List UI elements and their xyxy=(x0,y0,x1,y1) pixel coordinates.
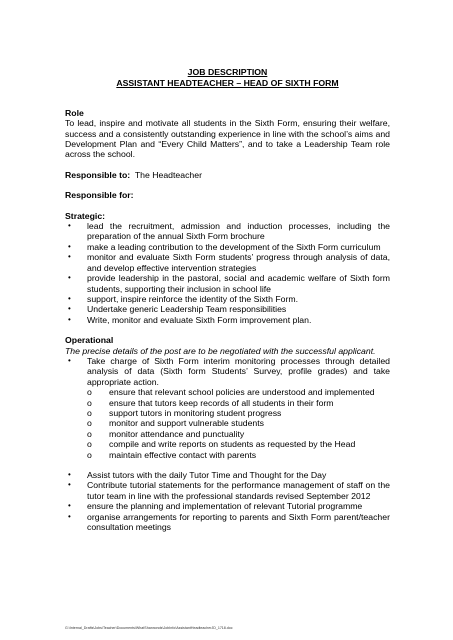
list-item: • Take charge of Sixth Form interim monitoring processes through detailed analysis of data (Sixth form Students’ Survey, profile grades) and take appropriate action. o ensure that relevant school policies are understood and implemented o ensure that tutors keep records of all students in their form o support tutors in monitoring student progress o monitor and support vulnerable students o monitor attendance and punctuality o compile and write reports on students as requested by the Head o maintain effective contact with parents xyxy=(65,356,390,460)
list-item: • make a leading contribution to the development of the Sixth Form curriculum xyxy=(68,241,381,252)
strategic-heading: Strategic: xyxy=(65,210,106,221)
sub-list-item: o support tutors in monitoring student progress xyxy=(87,407,282,418)
list-item: • organise arrangements for reporting to parents and Sixth Form parent/teacher consultation meetings xyxy=(68,511,390,533)
role-text: To lead, inspire and motivate all students in the Sixth Form, ensuring their welfare, success and a consistently outstanding experience in line with the school’s aims and Development Plan and “Every Child Matters”, and to take a Leadership Team role across the school. xyxy=(65,118,390,160)
list-item: • ensure the planning and implementation of relevant Tutorial programme xyxy=(68,501,363,512)
list-item: • monitor and evaluate Sixth Form students’ progress through analysis of data, and develop effective intervention strategies xyxy=(68,252,390,273)
bullet-icon: • xyxy=(68,293,71,303)
bullet-icon: • xyxy=(68,470,71,479)
sub-list-item: o monitor attendance and punctuality xyxy=(87,428,245,439)
circle-bullet-icon: o xyxy=(87,397,92,408)
bullet-icon: • xyxy=(68,501,71,511)
bullet-icon: • xyxy=(68,221,71,231)
sub-list-item: o compile and write reports on students as requested by the Head xyxy=(87,439,356,450)
circle-bullet-icon: o xyxy=(87,428,92,439)
operational-note: The precise details of the post are to be negotiated with the successful applicant. xyxy=(65,345,376,356)
bullet-icon: • xyxy=(68,314,71,324)
list-item: • lead the recruitment, admission and induction processes, including the preparation of the annual Sixth Form brochure xyxy=(68,221,390,242)
bullet-icon: • xyxy=(68,241,71,251)
file-path-footer: G:\Internal_Drafts\Jobs\Teacher\Documents\WhatShannonds\JobInfo\AssistantHeadteacherJD_1718.doc xyxy=(65,626,233,630)
bullet-icon: • xyxy=(68,273,71,283)
responsible-to-label: Responsible to: xyxy=(65,169,131,180)
spacer xyxy=(65,460,390,470)
operational-heading: Operational xyxy=(65,335,114,346)
operational-list xyxy=(65,356,390,460)
responsible-to xyxy=(65,170,390,180)
list-item: • Contribute tutorial statements for the performance management of staff on the tutor team in line with the professional standards revised September 2012 xyxy=(68,480,390,501)
role-heading: Role xyxy=(65,107,84,118)
list-item: • Assist tutors with the daily Tutor Time and Thought for the Day xyxy=(68,470,327,480)
bullet-icon: • xyxy=(68,355,71,365)
circle-bullet-icon: o xyxy=(87,439,92,450)
responsible-to-value: The Headteacher xyxy=(134,169,202,180)
document-title: JOB DESCRIPTION xyxy=(187,67,268,77)
bullet-icon: • xyxy=(68,252,71,262)
sub-list-item: o monitor and support vulnerable students xyxy=(87,418,265,429)
document-page xyxy=(65,67,390,532)
circle-bullet-icon: o xyxy=(87,407,92,418)
circle-bullet-icon: o xyxy=(87,387,92,398)
list-item: • support, inspire reinforce the identity of the Sixth Form. xyxy=(68,293,299,304)
bullet-icon: • xyxy=(68,480,71,490)
sub-list-item: o ensure that tutors keep records of all students in their form xyxy=(87,397,334,408)
operational-more-list xyxy=(65,470,390,532)
circle-bullet-icon: o xyxy=(87,418,92,429)
document-subtitle: ASSISTANT HEADTEACHER – HEAD OF SIXTH FORM xyxy=(116,78,339,89)
list-item: • Write, monitor and evaluate Sixth Form improvement plan. xyxy=(68,314,312,325)
sub-list-item: o ensure that relevant school policies are understood and implemented xyxy=(87,387,375,398)
list-item: • provide leadership in the pastoral, social and academic welfare of Sixth form students, supporting their inclusion in school life xyxy=(68,273,390,294)
responsible-for-label: Responsible for: xyxy=(65,190,134,201)
list-item: • Undertake generic Leadership Team responsibilities xyxy=(68,304,287,315)
bullet-icon: • xyxy=(68,304,71,314)
circle-bullet-icon: o xyxy=(87,449,92,460)
bullet-icon: • xyxy=(68,511,71,521)
sub-list-item: o maintain effective contact with parents xyxy=(87,449,257,460)
strategic-list xyxy=(65,221,390,325)
operational-sublist xyxy=(65,387,390,460)
